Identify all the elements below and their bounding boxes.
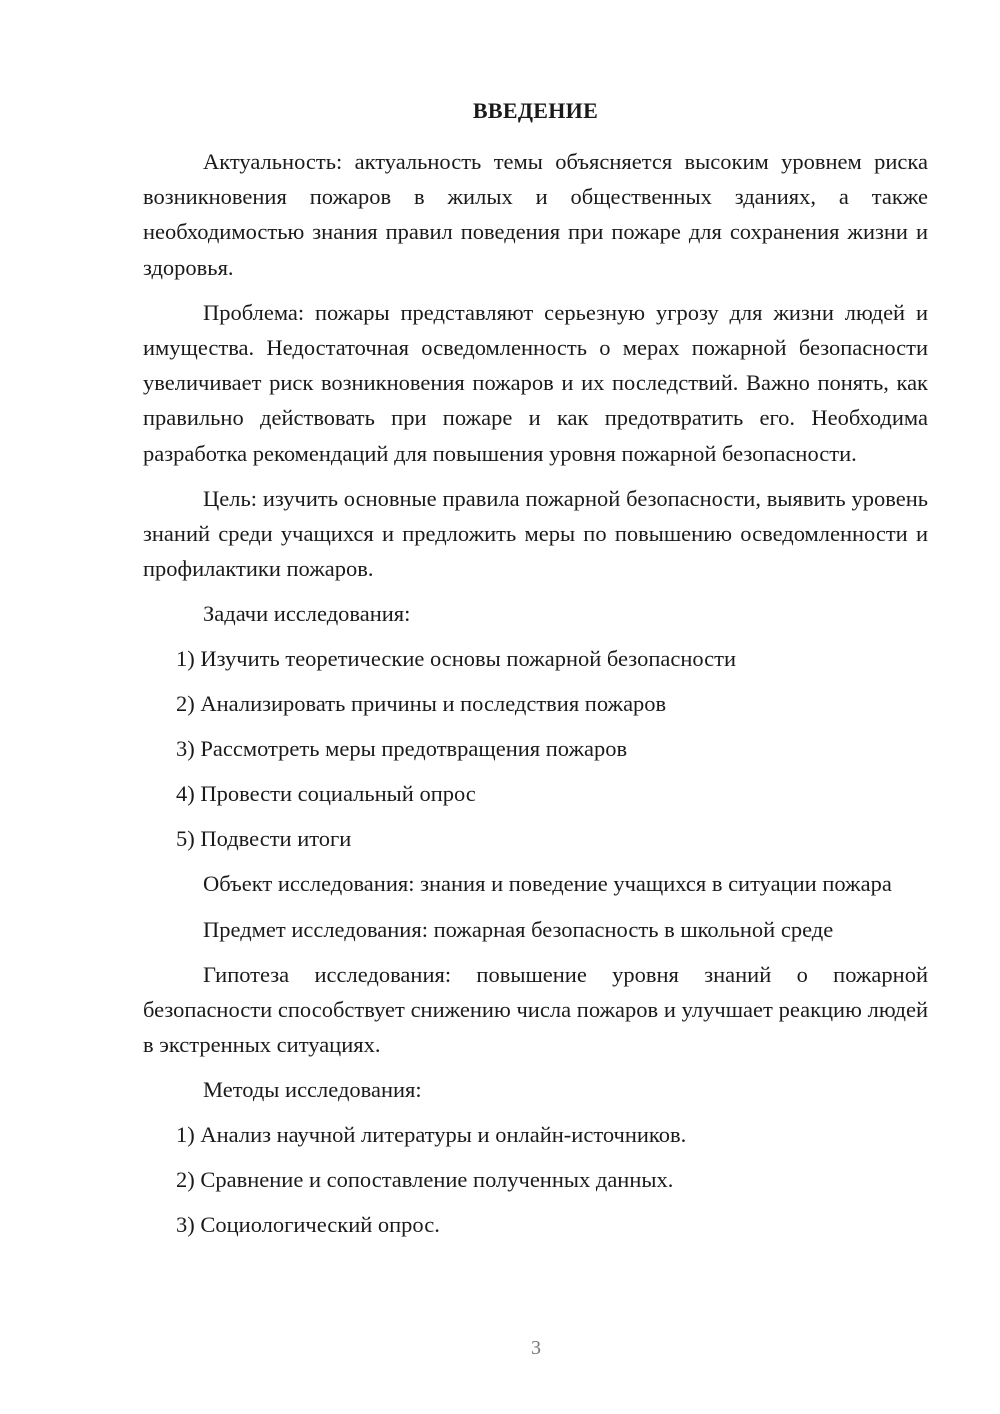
hypothesis-paragraph: Гипотеза исследования: повышение уровня знаний о пожарной безопасности способствует снижению числа пожаров и улучшает реакцию людей в экстренных ситуациях. [143, 961, 928, 1058]
list-item: 4) Провести социальный опрос [176, 781, 476, 807]
page-number: 3 [531, 1337, 541, 1359]
list-item: 1) Изучить теоретические основы пожарной безопасности [176, 646, 737, 672]
tasks-list [143, 641, 928, 856]
list-item: 2) Анализировать причины и последствия пожаров [176, 691, 667, 717]
list-item: 3) Социологический опрос. [176, 1212, 440, 1238]
methods-list [143, 1117, 928, 1242]
list-item: 2) Сравнение и сопоставление полученных данных. [176, 1167, 674, 1193]
tasks-label: Задачи исследования: [203, 601, 411, 627]
list-item: 1) Анализ научной литературы и онлайн-источников. [176, 1122, 687, 1148]
document-page [143, 96, 928, 1252]
relevance-paragraph: Актуальность: актуальность темы объясняется высоким уровнем риска возникновения пожаров в жилых и общественных зданиях, а также необходимостью знания правил поведения при пожаре для сохранения жизни и здоровья. [143, 149, 928, 280]
object-paragraph: Объект исследования: знания и поведение учащихся в ситуации пожара [203, 871, 892, 897]
problem-paragraph: Проблема: пожары представляют серьезную угрозу для жизни людей и имущества. Недостаточная осведомленность о мерах пожарной безопасности увеличивает риск возникновения пожаров и их последствий. Важно понять, как правильно действовать при пожаре и как предотвратить его. Необходима разработка рекомендаций для повышения уровня пожарной безопасности. [143, 299, 928, 466]
list-item: 3) Рассмотреть меры предотвращения пожаров [176, 736, 628, 762]
page-title: ВВЕДЕНИЕ [472, 98, 599, 123]
subject-paragraph: Предмет исследования: пожарная безопасность в школьной среде [203, 916, 834, 942]
goal-paragraph: Цель: изучить основные правила пожарной безопасности, выявить уровень знаний среди учащихся и предложить меры по повышению осведомленности и профилактики пожаров. [143, 485, 928, 582]
methods-label: Методы исследования: [203, 1077, 422, 1103]
list-item: 5) Подвести итоги [176, 826, 352, 852]
